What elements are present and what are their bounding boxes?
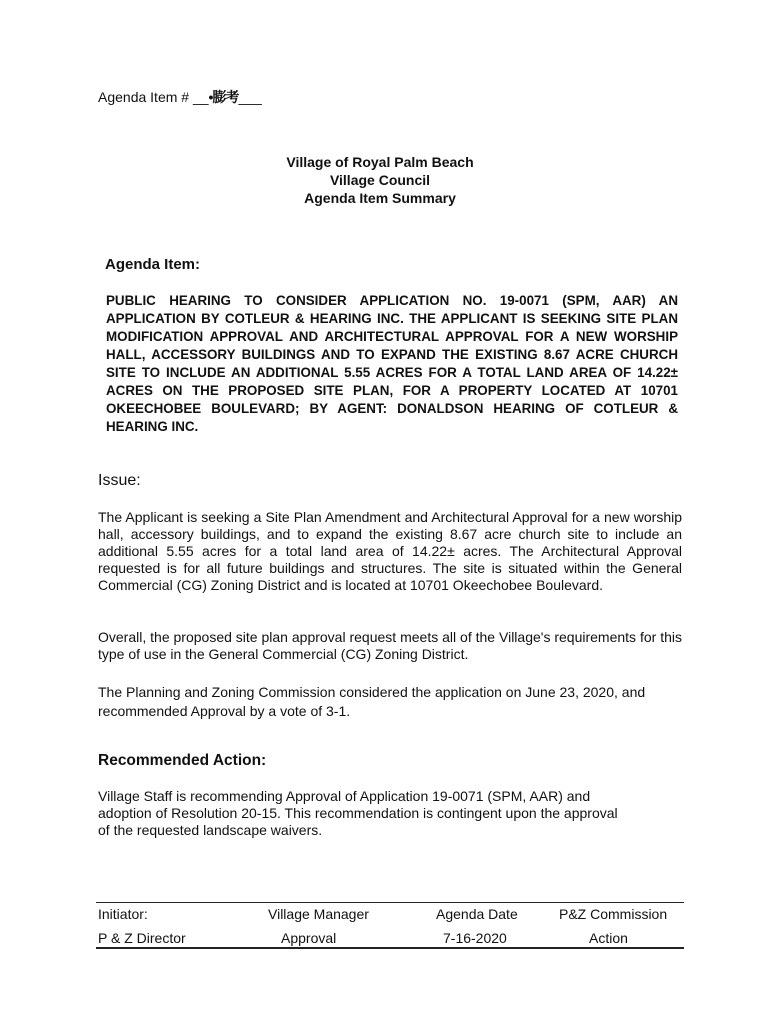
footer-approval-value: Approval xyxy=(281,930,337,946)
issue-paragraph-1: The Applicant is seeking a Site Plan Amendment and Architectural Approval for a new worship hall, accessory buildings, and to expand the existing 8.67 acre church site to include an additional 5.55 acres for a total land area of 14.22± acres. The Architectural Approval requested is for all future buildings and structures. The site is situated within the General Commercial (CG) Zoning District and is located at 10701 Okeechobee Boulevard. xyxy=(98,509,682,593)
footer-action-value: Action xyxy=(589,930,628,946)
recommended-action-heading: Recommended Action: xyxy=(98,752,267,769)
issue-paragraph-3: The Planning and Zoning Commission considered the application on June 23, 2020, and recommended Approval by a vote of 3-1. xyxy=(98,684,646,719)
header-council: Village Council xyxy=(329,172,431,188)
signoff-table xyxy=(96,902,684,949)
agenda-item-number xyxy=(98,87,262,107)
header-organization: Village of Royal Palm Beach xyxy=(286,154,474,170)
footer-agenda-date-label: Agenda Date xyxy=(436,906,518,922)
footer-agenda-date-value: 7-16-2020 xyxy=(443,930,507,946)
agenda-item-heading: Agenda Item: xyxy=(105,256,201,273)
agenda-number-label: Agenda Item # __ xyxy=(98,89,209,105)
agenda-number-suffix: ___ xyxy=(238,89,262,105)
footer-pz-commission-label: P&Z Commission xyxy=(559,906,668,922)
footer-initiator-label: Initiator: xyxy=(98,906,148,922)
header-title: Agenda Item Summary xyxy=(304,190,456,206)
issue-paragraph-2: Overall, the proposed site plan approval request meets all of the Village's requirements for this type of use in the General Commercial (CG) Zoning District. xyxy=(98,629,682,662)
recommended-action-text: Village Staff is recommending Approval of Application 19-0071 (SPM, AAR) and adoption of Resolution 20-15. This recommendation is contingent upon the approval of the requested landscape waivers. xyxy=(98,788,618,838)
agenda-item-text: PUBLIC HEARING TO CONSIDER APPLICATION NO. 19-0071 (SPM, AAR) AN APPLICATION BY COTLEUR & HEARING INC. THE APPLICANT IS SEEKING SITE PLAN MODIFICATION APPROVAL AND ARCHITECTURAL APPROVAL FOR A NEW WORSHIP HALL, ACCESSORY BUILDINGS AND TO EXPAND THE EXISTING 8.67 ACRE CHURCH SITE TO INCLUDE AN ADDITIONAL 5.55 ACRES FOR A TOTAL LAND AREA OF 14.22± ACRES ON THE PROPOSED SITE PLAN, FOR A PROPERTY LOCATED AT 10701 OKEECHOBEE BOULEVARD; BY AGENT: DONALDSON HEARING OF COTLEUR & HEARING INC. xyxy=(106,293,678,434)
agenda-number-handwritten-mark: •膨考 xyxy=(208,89,239,105)
footer-village-manager-label: Village Manager xyxy=(268,906,369,922)
footer-initiator-value: P & Z Director xyxy=(98,930,186,946)
issue-heading: Issue: xyxy=(98,472,141,489)
document-header xyxy=(180,153,580,207)
